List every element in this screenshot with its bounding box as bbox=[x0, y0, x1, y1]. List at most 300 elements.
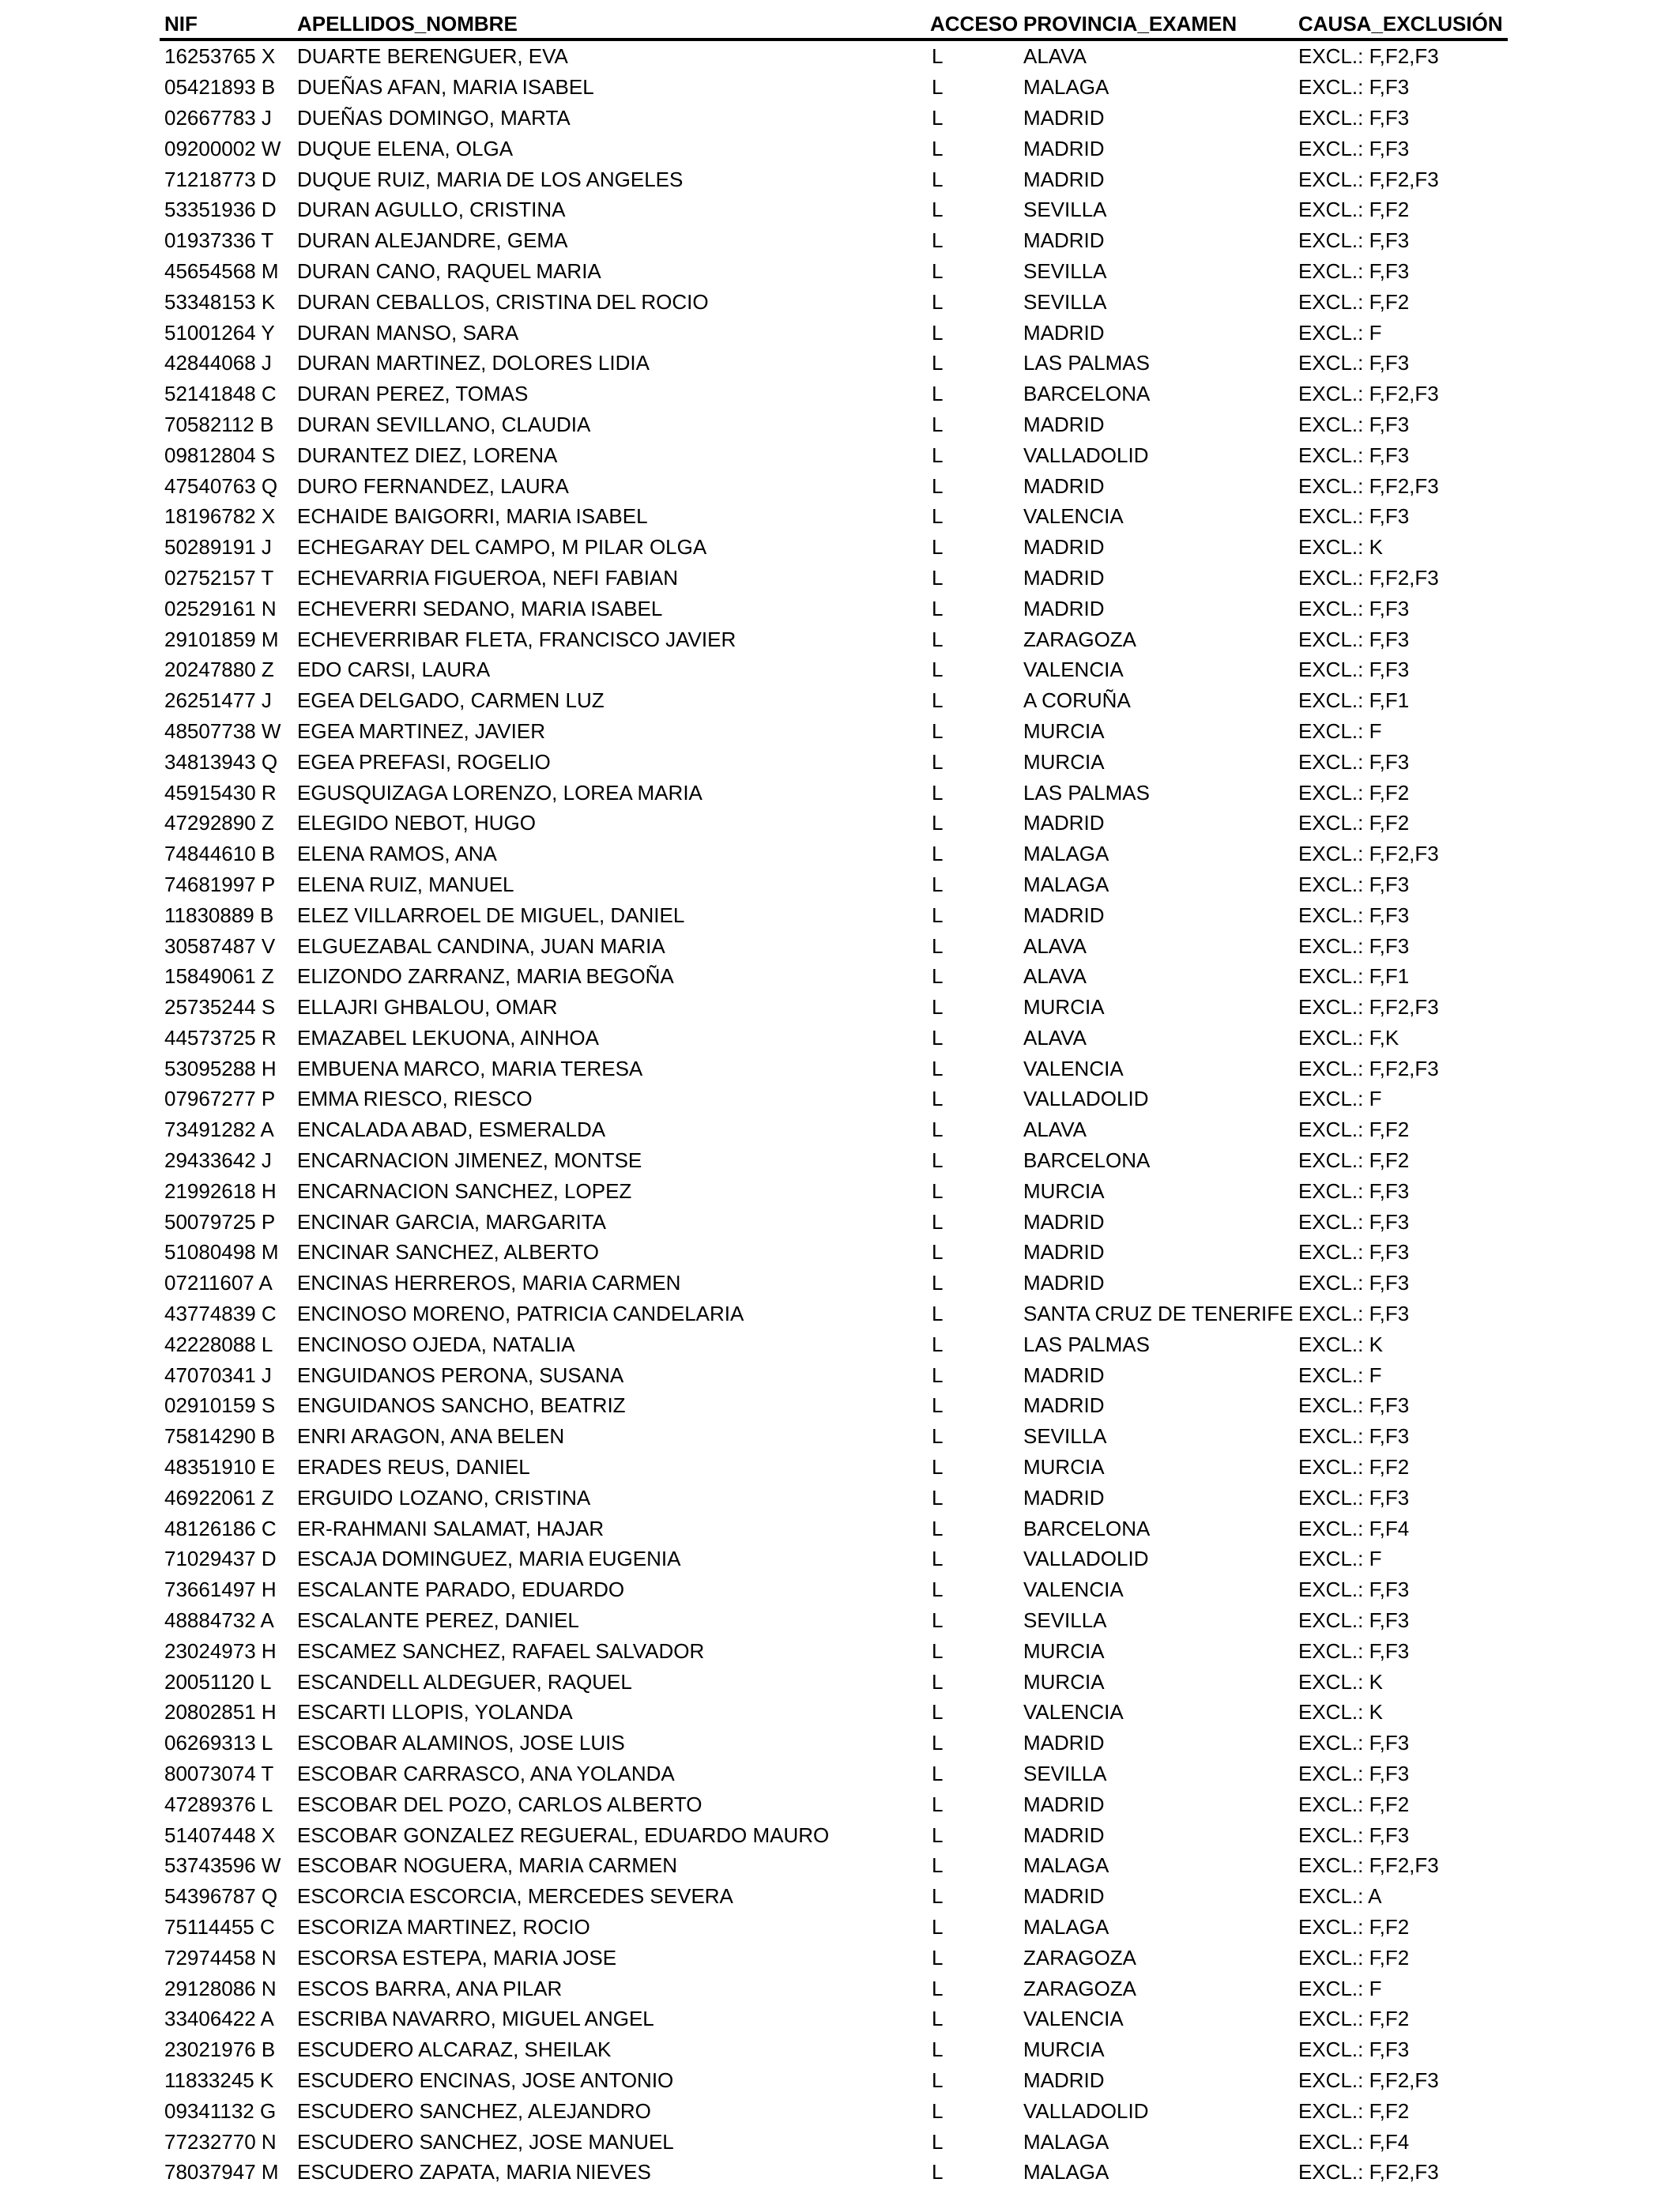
table-row bbox=[160, 593, 1508, 624]
table-row bbox=[160, 2095, 1508, 2126]
provincia-examen-cell: SEVILLA bbox=[1023, 258, 1107, 283]
acceso-cell: L bbox=[932, 1025, 944, 1050]
causa-exclusion-cell: EXCL.: K bbox=[1298, 1700, 1383, 1725]
nif-cell: 29433642 J bbox=[164, 1148, 272, 1173]
apellidos-nombre-cell: EMAZABEL LEKUONA, AINHOA bbox=[297, 1025, 599, 1050]
nif-cell: 53743596 W bbox=[164, 1853, 281, 1878]
causa-exclusion-cell: EXCL.: F,F3 bbox=[1298, 1485, 1410, 1510]
acceso-cell: L bbox=[932, 1853, 944, 1878]
provincia-examen-cell: MADRID bbox=[1023, 1884, 1105, 1909]
causa-exclusion-cell: EXCL.: F bbox=[1298, 1087, 1382, 1111]
nif-cell: 02910159 S bbox=[164, 1393, 276, 1418]
acceso-cell: L bbox=[932, 504, 944, 529]
nif-cell: 21992618 H bbox=[164, 1178, 277, 1203]
nif-cell: 71029437 D bbox=[164, 1547, 277, 1571]
apellidos-nombre-cell: ESCORIZA MARTINEZ, ROCIO bbox=[297, 1915, 590, 1939]
nif-cell: 75114455 C bbox=[164, 1915, 275, 1939]
provincia-examen-cell: VALLADOLID bbox=[1023, 443, 1149, 467]
apellidos-nombre-cell: ENGUIDANOS PERONA, SUSANA bbox=[297, 1363, 624, 1387]
nif-cell: 73661497 H bbox=[164, 1578, 277, 1602]
nif-cell: 30587487 V bbox=[164, 933, 276, 958]
apellidos-nombre-cell: ESCORSA ESTEPA, MARIA JOSE bbox=[297, 1945, 617, 1970]
apellidos-nombre-cell: ENCINAR GARCIA, MARGARITA bbox=[297, 1209, 607, 1234]
acceso-cell: L bbox=[932, 2098, 944, 2123]
nif-cell: 50079725 P bbox=[164, 1209, 276, 1234]
acceso-cell: L bbox=[932, 903, 944, 927]
table-row bbox=[160, 1084, 1508, 1114]
provincia-examen-cell: MURCIA bbox=[1023, 1178, 1105, 1203]
provincia-examen-cell: LAS PALMAS bbox=[1023, 351, 1150, 375]
provincia-examen-cell: VALENCIA bbox=[1023, 1056, 1124, 1080]
acceso-cell: L bbox=[932, 1148, 944, 1173]
apellidos-nombre-cell: ESCORCIA ESCORCIA, MERCEDES SEVERA bbox=[297, 1884, 733, 1909]
provincia-examen-cell: LAS PALMAS bbox=[1023, 1332, 1150, 1356]
apellidos-nombre-cell: DURAN SEVILLANO, CLAUDIA bbox=[297, 412, 591, 436]
apellidos-nombre-cell: ENRI ARAGON, ANA BELEN bbox=[297, 1424, 565, 1449]
causa-exclusion-cell: EXCL.: K bbox=[1298, 535, 1383, 560]
nif-cell: 48126186 C bbox=[164, 1516, 277, 1540]
causa-exclusion-cell: EXCL.: F,F3 bbox=[1298, 627, 1410, 651]
provincia-examen-cell: VALENCIA bbox=[1023, 1700, 1124, 1725]
provincia-examen-cell: VALENCIA bbox=[1023, 658, 1124, 682]
table-row bbox=[160, 746, 1508, 777]
column-header-provincia-examen: PROVINCIA_EXAMEN bbox=[1019, 9, 1294, 40]
acceso-cell: L bbox=[932, 1516, 944, 1540]
table-row bbox=[160, 1850, 1508, 1881]
table-row bbox=[160, 409, 1508, 440]
table-row bbox=[160, 256, 1508, 287]
table-row bbox=[160, 624, 1508, 654]
table-row bbox=[160, 348, 1508, 379]
table-row bbox=[160, 2157, 1508, 2188]
table-row bbox=[160, 1268, 1508, 1299]
table-row bbox=[160, 40, 1508, 72]
causa-exclusion-cell: EXCL.: F,F3 bbox=[1298, 1302, 1410, 1326]
provincia-examen-cell: ALAVA bbox=[1023, 44, 1087, 69]
table-row bbox=[160, 716, 1508, 747]
causa-exclusion-cell: EXCL.: F,F2,F3 bbox=[1298, 995, 1439, 1020]
acceso-cell: L bbox=[932, 1118, 944, 1142]
causa-exclusion-cell: EXCL.: F,F2 bbox=[1298, 2098, 1410, 2123]
apellidos-nombre-cell: DURAN AGULLO, CRISTINA bbox=[297, 198, 566, 222]
causa-exclusion-cell: EXCL.: F,F2 bbox=[1298, 1792, 1410, 1816]
apellidos-nombre-cell: DURAN CANO, RAQUEL MARIA bbox=[297, 258, 601, 283]
table-row bbox=[160, 1145, 1508, 1176]
acceso-cell: L bbox=[932, 75, 944, 100]
nif-cell: 09200002 W bbox=[164, 136, 281, 160]
nif-cell: 05421893 B bbox=[164, 75, 276, 100]
causa-exclusion-cell: EXCL.: K bbox=[1298, 1332, 1383, 1356]
apellidos-nombre-cell: DURAN CEBALLOS, CRISTINA DEL ROCIO bbox=[297, 289, 709, 314]
acceso-cell: L bbox=[932, 443, 944, 467]
nif-cell: 48507738 W bbox=[164, 718, 281, 743]
acceso-cell: L bbox=[932, 811, 944, 835]
nif-cell: 50289191 J bbox=[164, 535, 272, 560]
provincia-examen-cell: MADRID bbox=[1023, 903, 1105, 927]
provincia-examen-cell: MADRID bbox=[1023, 1240, 1105, 1265]
table-row bbox=[160, 1513, 1508, 1544]
acceso-cell: L bbox=[932, 1424, 944, 1449]
acceso-cell: L bbox=[932, 596, 944, 620]
table-row bbox=[160, 194, 1508, 225]
apellidos-nombre-cell: ESCAJA DOMINGUEZ, MARIA EUGENIA bbox=[297, 1547, 681, 1571]
causa-exclusion-cell: EXCL.: F,F3 bbox=[1298, 658, 1410, 682]
provincia-examen-cell: SEVILLA bbox=[1023, 289, 1107, 314]
apellidos-nombre-cell: ENCARNACION SANCHEZ, LOPEZ bbox=[297, 1178, 632, 1203]
acceso-cell: L bbox=[932, 198, 944, 222]
apellidos-nombre-cell: DUARTE BERENGUER, EVA bbox=[297, 44, 568, 69]
nif-cell: 20247880 Z bbox=[164, 658, 274, 682]
nif-cell: 54396787 Q bbox=[164, 1884, 278, 1909]
acceso-cell: L bbox=[932, 1056, 944, 1080]
causa-exclusion-cell: EXCL.: F,F3 bbox=[1298, 1823, 1410, 1847]
acceso-cell: L bbox=[932, 1915, 944, 1939]
table-row bbox=[160, 1390, 1508, 1421]
apellidos-nombre-cell: EMBUENA MARCO, MARIA TERESA bbox=[297, 1056, 643, 1080]
apellidos-nombre-cell: ER-RAHMANI SALAMAT, HAJAR bbox=[297, 1516, 605, 1540]
causa-exclusion-cell: EXCL.: F bbox=[1298, 1363, 1382, 1387]
nif-cell: 47289376 L bbox=[164, 1792, 273, 1816]
causa-exclusion-cell: EXCL.: F,F2,F3 bbox=[1298, 44, 1439, 69]
apellidos-nombre-cell: ESCALANTE PARADO, EDUARDO bbox=[297, 1578, 625, 1602]
causa-exclusion-cell: EXCL.: F,F3 bbox=[1298, 872, 1410, 896]
causa-exclusion-cell: EXCL.: F,F2,F3 bbox=[1298, 565, 1439, 590]
nif-cell: 07211607 A bbox=[164, 1271, 273, 1295]
provincia-examen-cell: MALAGA bbox=[1023, 2129, 1109, 2154]
apellidos-nombre-cell: ENCALADA ABAD, ESMERALDA bbox=[297, 1118, 606, 1142]
causa-exclusion-cell: EXCL.: F bbox=[1298, 1976, 1382, 2000]
nif-cell: 23024973 H bbox=[164, 1638, 277, 1663]
column-header-apellidos-nombre: APELLIDOS_NOMBRE bbox=[292, 9, 925, 40]
acceso-cell: L bbox=[932, 872, 944, 896]
acceso-cell: L bbox=[932, 289, 944, 314]
causa-exclusion-cell: EXCL.: F,F3 bbox=[1298, 749, 1410, 774]
nif-cell: 47070341 J bbox=[164, 1363, 272, 1387]
provincia-examen-cell: MURCIA bbox=[1023, 995, 1105, 1020]
acceso-cell: L bbox=[932, 658, 944, 682]
acceso-cell: L bbox=[932, 780, 944, 805]
acceso-cell: L bbox=[932, 749, 944, 774]
apellidos-nombre-cell: ELENA RUIZ, MANUEL bbox=[297, 872, 514, 896]
acceso-cell: L bbox=[932, 1363, 944, 1387]
nif-cell: 29128086 N bbox=[164, 1976, 277, 2000]
apellidos-nombre-cell: ECHEGARAY DEL CAMPO, M PILAR OLGA bbox=[297, 535, 707, 560]
table-row bbox=[160, 225, 1508, 256]
apellidos-nombre-cell: DURAN PEREZ, TOMAS bbox=[297, 382, 529, 406]
provincia-examen-cell: MADRID bbox=[1023, 596, 1105, 620]
table-row bbox=[160, 685, 1508, 716]
acceso-cell: L bbox=[932, 2129, 944, 2154]
nif-cell: 42228088 L bbox=[164, 1332, 273, 1356]
nif-cell: 20802851 H bbox=[164, 1700, 277, 1725]
nif-cell: 42844068 J bbox=[164, 351, 272, 375]
acceso-cell: L bbox=[932, 2068, 944, 2092]
nif-cell: 53348153 K bbox=[164, 289, 276, 314]
nif-cell: 51407448 X bbox=[164, 1823, 276, 1847]
nif-cell: 33406422 A bbox=[164, 2007, 274, 2031]
acceso-cell: L bbox=[932, 228, 944, 253]
causa-exclusion-cell: EXCL.: F,F3 bbox=[1298, 1608, 1410, 1633]
table-row bbox=[160, 1206, 1508, 1237]
acceso-cell: L bbox=[932, 320, 944, 345]
provincia-examen-cell: BARCELONA bbox=[1023, 1516, 1151, 1540]
provincia-examen-cell: MADRID bbox=[1023, 1823, 1105, 1847]
table-row bbox=[160, 103, 1508, 134]
apellidos-nombre-cell: ENGUIDANOS SANCHO, BEATRIZ bbox=[297, 1393, 626, 1418]
provincia-examen-cell: MADRID bbox=[1023, 105, 1105, 130]
apellidos-nombre-cell: DUEÑAS AFAN, MARIA ISABEL bbox=[297, 75, 594, 100]
table-row bbox=[160, 1421, 1508, 1452]
acceso-cell: L bbox=[932, 1485, 944, 1510]
nif-cell: 11830889 B bbox=[164, 903, 274, 927]
causa-exclusion-cell: EXCL.: F,F2,F3 bbox=[1298, 473, 1439, 498]
table-row bbox=[160, 1482, 1508, 1513]
provincia-examen-cell: VALENCIA bbox=[1023, 504, 1124, 529]
causa-exclusion-cell: EXCL.: F,F2,F3 bbox=[1298, 1056, 1439, 1080]
acceso-cell: L bbox=[932, 1638, 944, 1663]
acceso-cell: L bbox=[932, 136, 944, 160]
acceso-cell: L bbox=[932, 1240, 944, 1265]
apellidos-nombre-cell: DUQUE RUIZ, MARIA DE LOS ANGELES bbox=[297, 167, 684, 191]
nif-cell: 47292890 Z bbox=[164, 811, 274, 835]
nif-cell: 45654568 M bbox=[164, 258, 279, 283]
nif-cell: 52141848 C bbox=[164, 382, 277, 406]
apellidos-nombre-cell: ESCUDERO SANCHEZ, ALEJANDRO bbox=[297, 2098, 651, 2123]
table-row bbox=[160, 1942, 1508, 1973]
apellidos-nombre-cell: ECHEVERRIBAR FLETA, FRANCISCO JAVIER bbox=[297, 627, 736, 651]
provincia-examen-cell: MADRID bbox=[1023, 1363, 1105, 1387]
causa-exclusion-cell: EXCL.: F,F2 bbox=[1298, 198, 1410, 222]
acceso-cell: L bbox=[932, 1547, 944, 1571]
acceso-cell: L bbox=[932, 1608, 944, 1633]
causa-exclusion-cell: EXCL.: F,F3 bbox=[1298, 351, 1410, 375]
apellidos-nombre-cell: ELEZ VILLARROEL DE MIGUEL, DANIEL bbox=[297, 903, 685, 927]
nif-cell: 70582112 B bbox=[164, 412, 274, 436]
nif-cell: 48351910 E bbox=[164, 1455, 276, 1480]
acceso-cell: L bbox=[932, 995, 944, 1020]
causa-exclusion-cell: EXCL.: F,F2 bbox=[1298, 1915, 1410, 1939]
provincia-examen-cell: VALLADOLID bbox=[1023, 1547, 1149, 1571]
nif-cell: 25735244 S bbox=[164, 995, 276, 1020]
table-row bbox=[160, 1973, 1508, 2004]
apellidos-nombre-cell: ESCUDERO SANCHEZ, JOSE MANUEL bbox=[297, 2129, 674, 2154]
acceso-cell: L bbox=[932, 1669, 944, 1694]
provincia-examen-cell: MADRID bbox=[1023, 565, 1105, 590]
apellidos-nombre-cell: ECHAIDE BAIGORRI, MARIA ISABEL bbox=[297, 504, 648, 529]
provincia-examen-cell: MADRID bbox=[1023, 473, 1105, 498]
table-row bbox=[160, 1544, 1508, 1574]
acceso-cell: L bbox=[932, 1945, 944, 1970]
nif-cell: 02752157 T bbox=[164, 565, 274, 590]
provincia-examen-cell: SEVILLA bbox=[1023, 1762, 1107, 1786]
acceso-cell: L bbox=[932, 1393, 944, 1418]
nif-cell: 43774839 C bbox=[164, 1302, 277, 1326]
provincia-examen-cell: SANTA CRUZ DE TENERIFE bbox=[1023, 1302, 1294, 1326]
acceso-cell: L bbox=[932, 1455, 944, 1480]
nif-cell: 71218773 D bbox=[164, 167, 277, 191]
table-row bbox=[160, 1728, 1508, 1759]
acceso-cell: L bbox=[932, 1731, 944, 1755]
table-row bbox=[160, 439, 1508, 470]
nif-cell: 29101859 M bbox=[164, 627, 279, 651]
nif-cell: 06269313 L bbox=[164, 1731, 273, 1755]
causa-exclusion-cell: EXCL.: F,F3 bbox=[1298, 933, 1410, 958]
apellidos-nombre-cell: ENCINAR SANCHEZ, ALBERTO bbox=[297, 1240, 599, 1265]
table-body bbox=[160, 40, 1508, 2188]
table-row bbox=[160, 1299, 1508, 1329]
nif-cell: 73491282 A bbox=[164, 1118, 274, 1142]
apellidos-nombre-cell: EGUSQUIZAGA LORENZO, LOREA MARIA bbox=[297, 780, 703, 805]
apellidos-nombre-cell: ESCOBAR GONZALEZ REGUERAL, EDUARDO MAURO bbox=[297, 1823, 830, 1847]
causa-exclusion-cell: EXCL.: F,F2 bbox=[1298, 289, 1410, 314]
acceso-cell: L bbox=[932, 2007, 944, 2031]
acceso-cell: L bbox=[932, 1578, 944, 1602]
nif-cell: 18196782 X bbox=[164, 504, 276, 529]
provincia-examen-cell: ALAVA bbox=[1023, 1025, 1087, 1050]
provincia-examen-cell: VALLADOLID bbox=[1023, 1087, 1149, 1111]
table-row bbox=[160, 1175, 1508, 1206]
provincia-examen-cell: MURCIA bbox=[1023, 1669, 1105, 1694]
apellidos-nombre-cell: ESCOBAR CARRASCO, ANA YOLANDA bbox=[297, 1762, 675, 1786]
provincia-examen-cell: ZARAGOZA bbox=[1023, 627, 1137, 651]
table-row bbox=[160, 1635, 1508, 1666]
provincia-examen-cell: MALAGA bbox=[1023, 1853, 1109, 1878]
apellidos-nombre-cell: EGEA PREFASI, ROGELIO bbox=[297, 749, 551, 774]
nif-cell: 75814290 B bbox=[164, 1424, 276, 1449]
causa-exclusion-cell: EXCL.: F,F3 bbox=[1298, 1424, 1410, 1449]
acceso-cell: L bbox=[932, 1762, 944, 1786]
provincia-examen-cell: BARCELONA bbox=[1023, 1148, 1151, 1173]
nif-cell: 77232770 N bbox=[164, 2129, 277, 2154]
causa-exclusion-cell: EXCL.: F,F2,F3 bbox=[1298, 1853, 1439, 1878]
apellidos-nombre-cell: ESCAMEZ SANCHEZ, RAFAEL SALVADOR bbox=[297, 1638, 705, 1663]
apellidos-nombre-cell: ESCALANTE PEREZ, DANIEL bbox=[297, 1608, 579, 1633]
table-row bbox=[160, 1697, 1508, 1728]
causa-exclusion-cell: EXCL.: F,F3 bbox=[1298, 443, 1410, 467]
nif-cell: 01937336 T bbox=[164, 228, 274, 253]
table-row bbox=[160, 930, 1508, 961]
nif-cell: 26251477 J bbox=[164, 688, 272, 713]
nif-cell: 20051120 L bbox=[164, 1669, 272, 1694]
table-row bbox=[160, 1329, 1508, 1359]
apellidos-nombre-cell: ELLAJRI GHBALOU, OMAR bbox=[297, 995, 558, 1020]
table-row bbox=[160, 501, 1508, 532]
column-header-nif: NIF bbox=[160, 9, 292, 40]
acceso-cell: L bbox=[932, 1178, 944, 1203]
provincia-examen-cell: MADRID bbox=[1023, 228, 1105, 253]
nif-cell: 02529161 N bbox=[164, 596, 277, 620]
table-row bbox=[160, 1023, 1508, 1054]
apellidos-nombre-cell: ENCINOSO OJEDA, NATALIA bbox=[297, 1332, 575, 1356]
apellidos-nombre-cell: ELENA RAMOS, ANA bbox=[297, 842, 497, 866]
provincia-examen-cell: MADRID bbox=[1023, 412, 1105, 436]
acceso-cell: L bbox=[932, 1823, 944, 1847]
apellidos-nombre-cell: ESCUDERO ALCARAZ, SHEILAK bbox=[297, 2038, 612, 2062]
provincia-examen-cell: MADRID bbox=[1023, 1209, 1105, 1234]
causa-exclusion-cell: EXCL.: F,F3 bbox=[1298, 412, 1410, 436]
table-row bbox=[160, 839, 1508, 869]
causa-exclusion-cell: EXCL.: F,F3 bbox=[1298, 75, 1410, 100]
causa-exclusion-cell: EXCL.: F,F3 bbox=[1298, 596, 1410, 620]
nif-cell: 09341132 G bbox=[164, 2098, 277, 2123]
acceso-cell: L bbox=[932, 1792, 944, 1816]
table-row bbox=[160, 1574, 1508, 1605]
nif-cell: 74844610 B bbox=[164, 842, 276, 866]
acceso-cell: L bbox=[932, 1087, 944, 1111]
causa-exclusion-cell: EXCL.: F bbox=[1298, 1547, 1382, 1571]
exclusion-table bbox=[160, 9, 1508, 2188]
causa-exclusion-cell: EXCL.: K bbox=[1298, 1669, 1383, 1694]
table-row bbox=[160, 1605, 1508, 1636]
causa-exclusion-cell: EXCL.: F,F3 bbox=[1298, 1762, 1410, 1786]
provincia-examen-cell: LAS PALMAS bbox=[1023, 780, 1150, 805]
causa-exclusion-cell: EXCL.: F,F3 bbox=[1298, 504, 1410, 529]
causa-exclusion-cell: EXCL.: F,F3 bbox=[1298, 1209, 1410, 1234]
nif-cell: 09812804 S bbox=[164, 443, 276, 467]
apellidos-nombre-cell: ENCINAS HERREROS, MARIA CARMEN bbox=[297, 1271, 681, 1295]
provincia-examen-cell: MADRID bbox=[1023, 811, 1105, 835]
table-row bbox=[160, 563, 1508, 594]
acceso-cell: L bbox=[932, 1209, 944, 1234]
table-row bbox=[160, 1912, 1508, 1943]
acceso-cell: L bbox=[932, 842, 944, 866]
apellidos-nombre-cell: ESCUDERO ZAPATA, MARIA NIEVES bbox=[297, 2160, 651, 2185]
table-row bbox=[160, 72, 1508, 103]
nif-cell: 45915430 R bbox=[164, 780, 277, 805]
provincia-examen-cell: MALAGA bbox=[1023, 75, 1109, 100]
acceso-cell: L bbox=[932, 535, 944, 560]
acceso-cell: L bbox=[932, 1271, 944, 1295]
provincia-examen-cell: MADRID bbox=[1023, 1271, 1105, 1295]
causa-exclusion-cell: EXCL.: F,F3 bbox=[1298, 1393, 1410, 1418]
apellidos-nombre-cell: ESCRIBA NAVARRO, MIGUEL ANGEL bbox=[297, 2007, 654, 2031]
provincia-examen-cell: MURCIA bbox=[1023, 1638, 1105, 1663]
acceso-cell: L bbox=[932, 473, 944, 498]
causa-exclusion-cell: EXCL.: F,F2 bbox=[1298, 1118, 1410, 1142]
acceso-cell: L bbox=[932, 2160, 944, 2185]
table-row bbox=[160, 2126, 1508, 2157]
causa-exclusion-cell: EXCL.: F,F2 bbox=[1298, 2007, 1410, 2031]
provincia-examen-cell: MURCIA bbox=[1023, 2038, 1105, 2062]
provincia-examen-cell: BARCELONA bbox=[1023, 382, 1151, 406]
table-row bbox=[160, 164, 1508, 194]
acceso-cell: L bbox=[932, 1976, 944, 2000]
causa-exclusion-cell: EXCL.: F,F2,F3 bbox=[1298, 842, 1439, 866]
acceso-cell: L bbox=[932, 933, 944, 958]
provincia-examen-cell: ALAVA bbox=[1023, 1118, 1087, 1142]
apellidos-nombre-cell: DUEÑAS DOMINGO, MARTA bbox=[297, 105, 571, 130]
provincia-examen-cell: MURCIA bbox=[1023, 749, 1105, 774]
nif-cell: 72974458 N bbox=[164, 1945, 277, 1970]
acceso-cell: L bbox=[932, 2038, 944, 2062]
provincia-examen-cell: MADRID bbox=[1023, 136, 1105, 160]
table-row bbox=[160, 1789, 1508, 1819]
provincia-examen-cell: A CORUÑA bbox=[1023, 688, 1131, 713]
provincia-examen-cell: SEVILLA bbox=[1023, 1608, 1107, 1633]
acceso-cell: L bbox=[932, 1700, 944, 1725]
table-row bbox=[160, 1759, 1508, 1789]
causa-exclusion-cell: EXCL.: F,F1 bbox=[1298, 688, 1410, 713]
causa-exclusion-cell: EXCL.: F,F2,F3 bbox=[1298, 382, 1439, 406]
provincia-examen-cell: ALAVA bbox=[1023, 964, 1087, 989]
table-row bbox=[160, 869, 1508, 900]
provincia-examen-cell: SEVILLA bbox=[1023, 198, 1107, 222]
table-row bbox=[160, 1819, 1508, 1850]
causa-exclusion-cell: EXCL.: F,F1 bbox=[1298, 964, 1410, 989]
causa-exclusion-cell: EXCL.: F,F2 bbox=[1298, 780, 1410, 805]
acceso-cell: L bbox=[932, 105, 944, 130]
apellidos-nombre-cell: ELGUEZABAL CANDINA, JUAN MARIA bbox=[297, 933, 665, 958]
